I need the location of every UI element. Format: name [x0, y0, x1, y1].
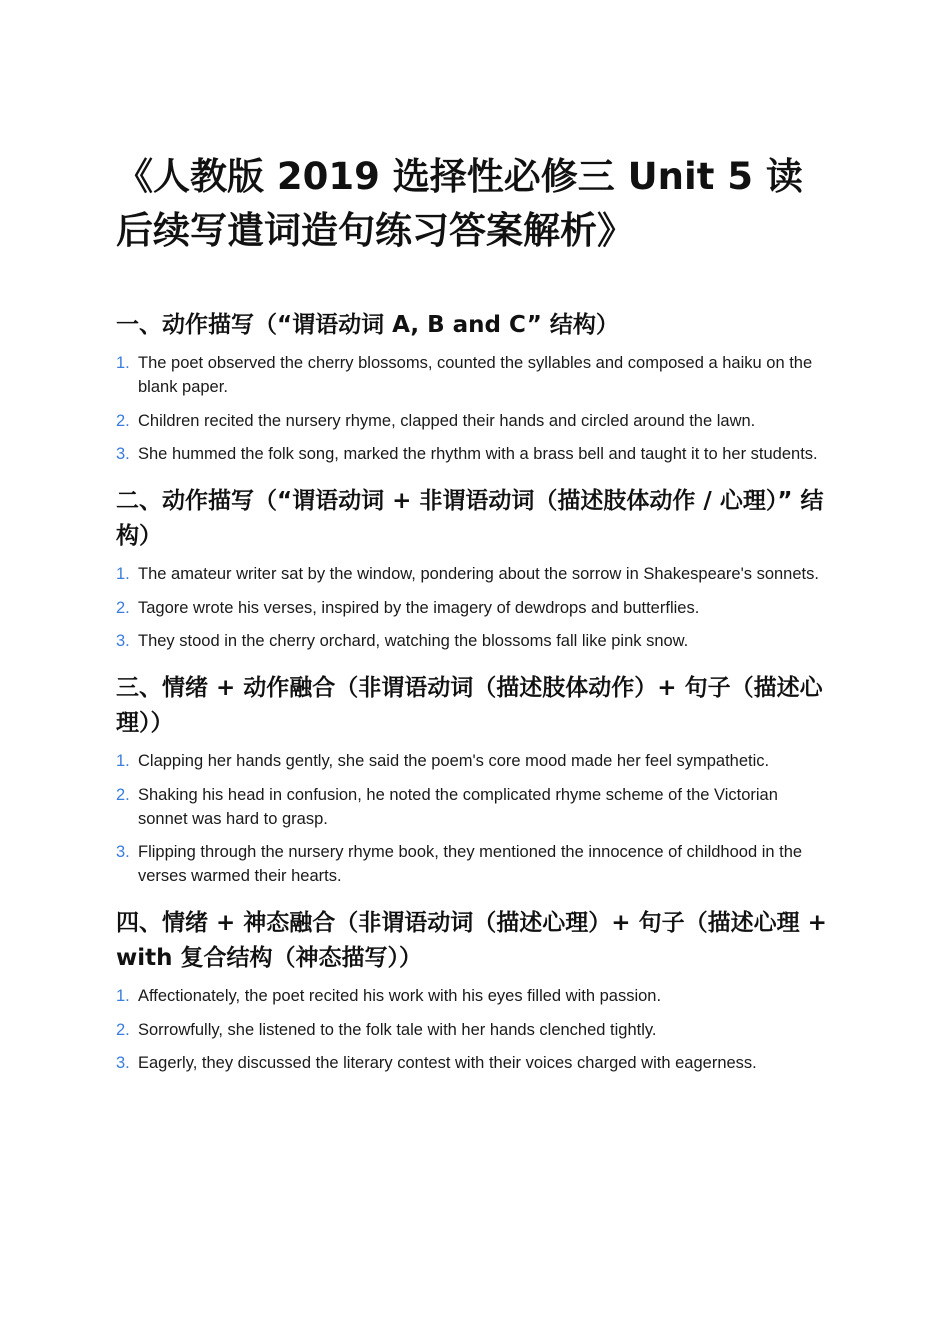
list-number: 1. — [116, 565, 130, 583]
list-item — [116, 562, 832, 586]
list-number: 2. — [116, 598, 130, 617]
list-item — [116, 749, 832, 773]
list-item — [116, 783, 832, 831]
list-text: Eagerly, they discussed the literary contest with their voices charged with eagerness. — [138, 1054, 757, 1072]
list-text: The amateur writer sat by the window, pondering about the sorrow in Shakespeare's sonnets. — [138, 565, 819, 583]
sentence-list — [116, 749, 832, 888]
list-text: Clapping her hands gently, she said the poem's core mood made her feel sympathetic. — [138, 752, 770, 770]
section-heading: 四、情绪 + 神态融合（非谓语动词（描述心理）+ 句子（描述心理 + with 复合结构（神态描写）） — [116, 910, 827, 971]
list-number: 2. — [116, 1020, 130, 1039]
list-text: Sorrowfully, she listened to the folk tale with her hands clenched tightly. — [138, 1020, 657, 1039]
list-number: 3. — [116, 843, 130, 861]
list-item — [116, 984, 832, 1008]
document-title: 《人教版 2019 选择性必修三 Unit 5 读后续写遣词造句练习答案解析》 — [116, 155, 803, 252]
list-item — [116, 1051, 832, 1075]
list-number: 3. — [116, 1054, 130, 1072]
sentence-list — [116, 351, 832, 466]
list-item — [116, 840, 832, 888]
list-item — [116, 442, 832, 466]
section-heading: 三、情绪 + 动作融合（非谓语动词（描述肢体动作）+ 句子（描述心理）） — [116, 675, 823, 736]
list-text: Tagore wrote his verses, inspired by the imagery of dewdrops and butterflies. — [138, 598, 700, 617]
section-2 — [116, 484, 832, 653]
list-number: 2. — [116, 785, 130, 804]
list-text: Shaking his head in confusion, he noted the complicated rhyme scheme of the Victorian sonnet was hard to grasp. — [138, 785, 778, 828]
section-heading: 一、动作描写（“谓语动词 A, B and C” 结构） — [116, 312, 619, 338]
section-4 — [116, 906, 832, 1075]
list-number: 1. — [116, 987, 130, 1005]
section-3 — [116, 671, 832, 888]
list-item — [116, 1018, 832, 1042]
list-item — [116, 596, 832, 620]
list-item — [116, 409, 832, 433]
section-1 — [116, 308, 832, 466]
list-text: Flipping through the nursery rhyme book, they mentioned the innocence of childhood in the verses warmed their hearts. — [138, 843, 803, 885]
section-heading: 二、动作描写（“谓语动词 + 非谓语动词（描述肢体动作 / 心理）” 结构） — [116, 488, 824, 549]
list-item — [116, 629, 832, 653]
list-item — [116, 351, 832, 399]
list-text: The poet observed the cherry blossoms, counted the syllables and composed a haiku on the blank paper. — [138, 354, 813, 396]
list-text: They stood in the cherry orchard, watching the blossoms fall like pink snow. — [138, 632, 689, 650]
list-text: Children recited the nursery rhyme, clapped their hands and circled around the lawn. — [138, 411, 756, 430]
list-number: 1. — [116, 752, 130, 770]
sentence-list — [116, 562, 832, 653]
list-text: She hummed the folk song, marked the rhythm with a brass bell and taught it to her students. — [138, 445, 818, 463]
list-number: 3. — [116, 445, 130, 463]
list-number: 2. — [116, 411, 130, 430]
list-number: 3. — [116, 632, 130, 650]
sentence-list — [116, 984, 832, 1075]
list-text: Affectionately, the poet recited his work with his eyes filled with passion. — [138, 987, 662, 1005]
list-number: 1. — [116, 354, 130, 372]
